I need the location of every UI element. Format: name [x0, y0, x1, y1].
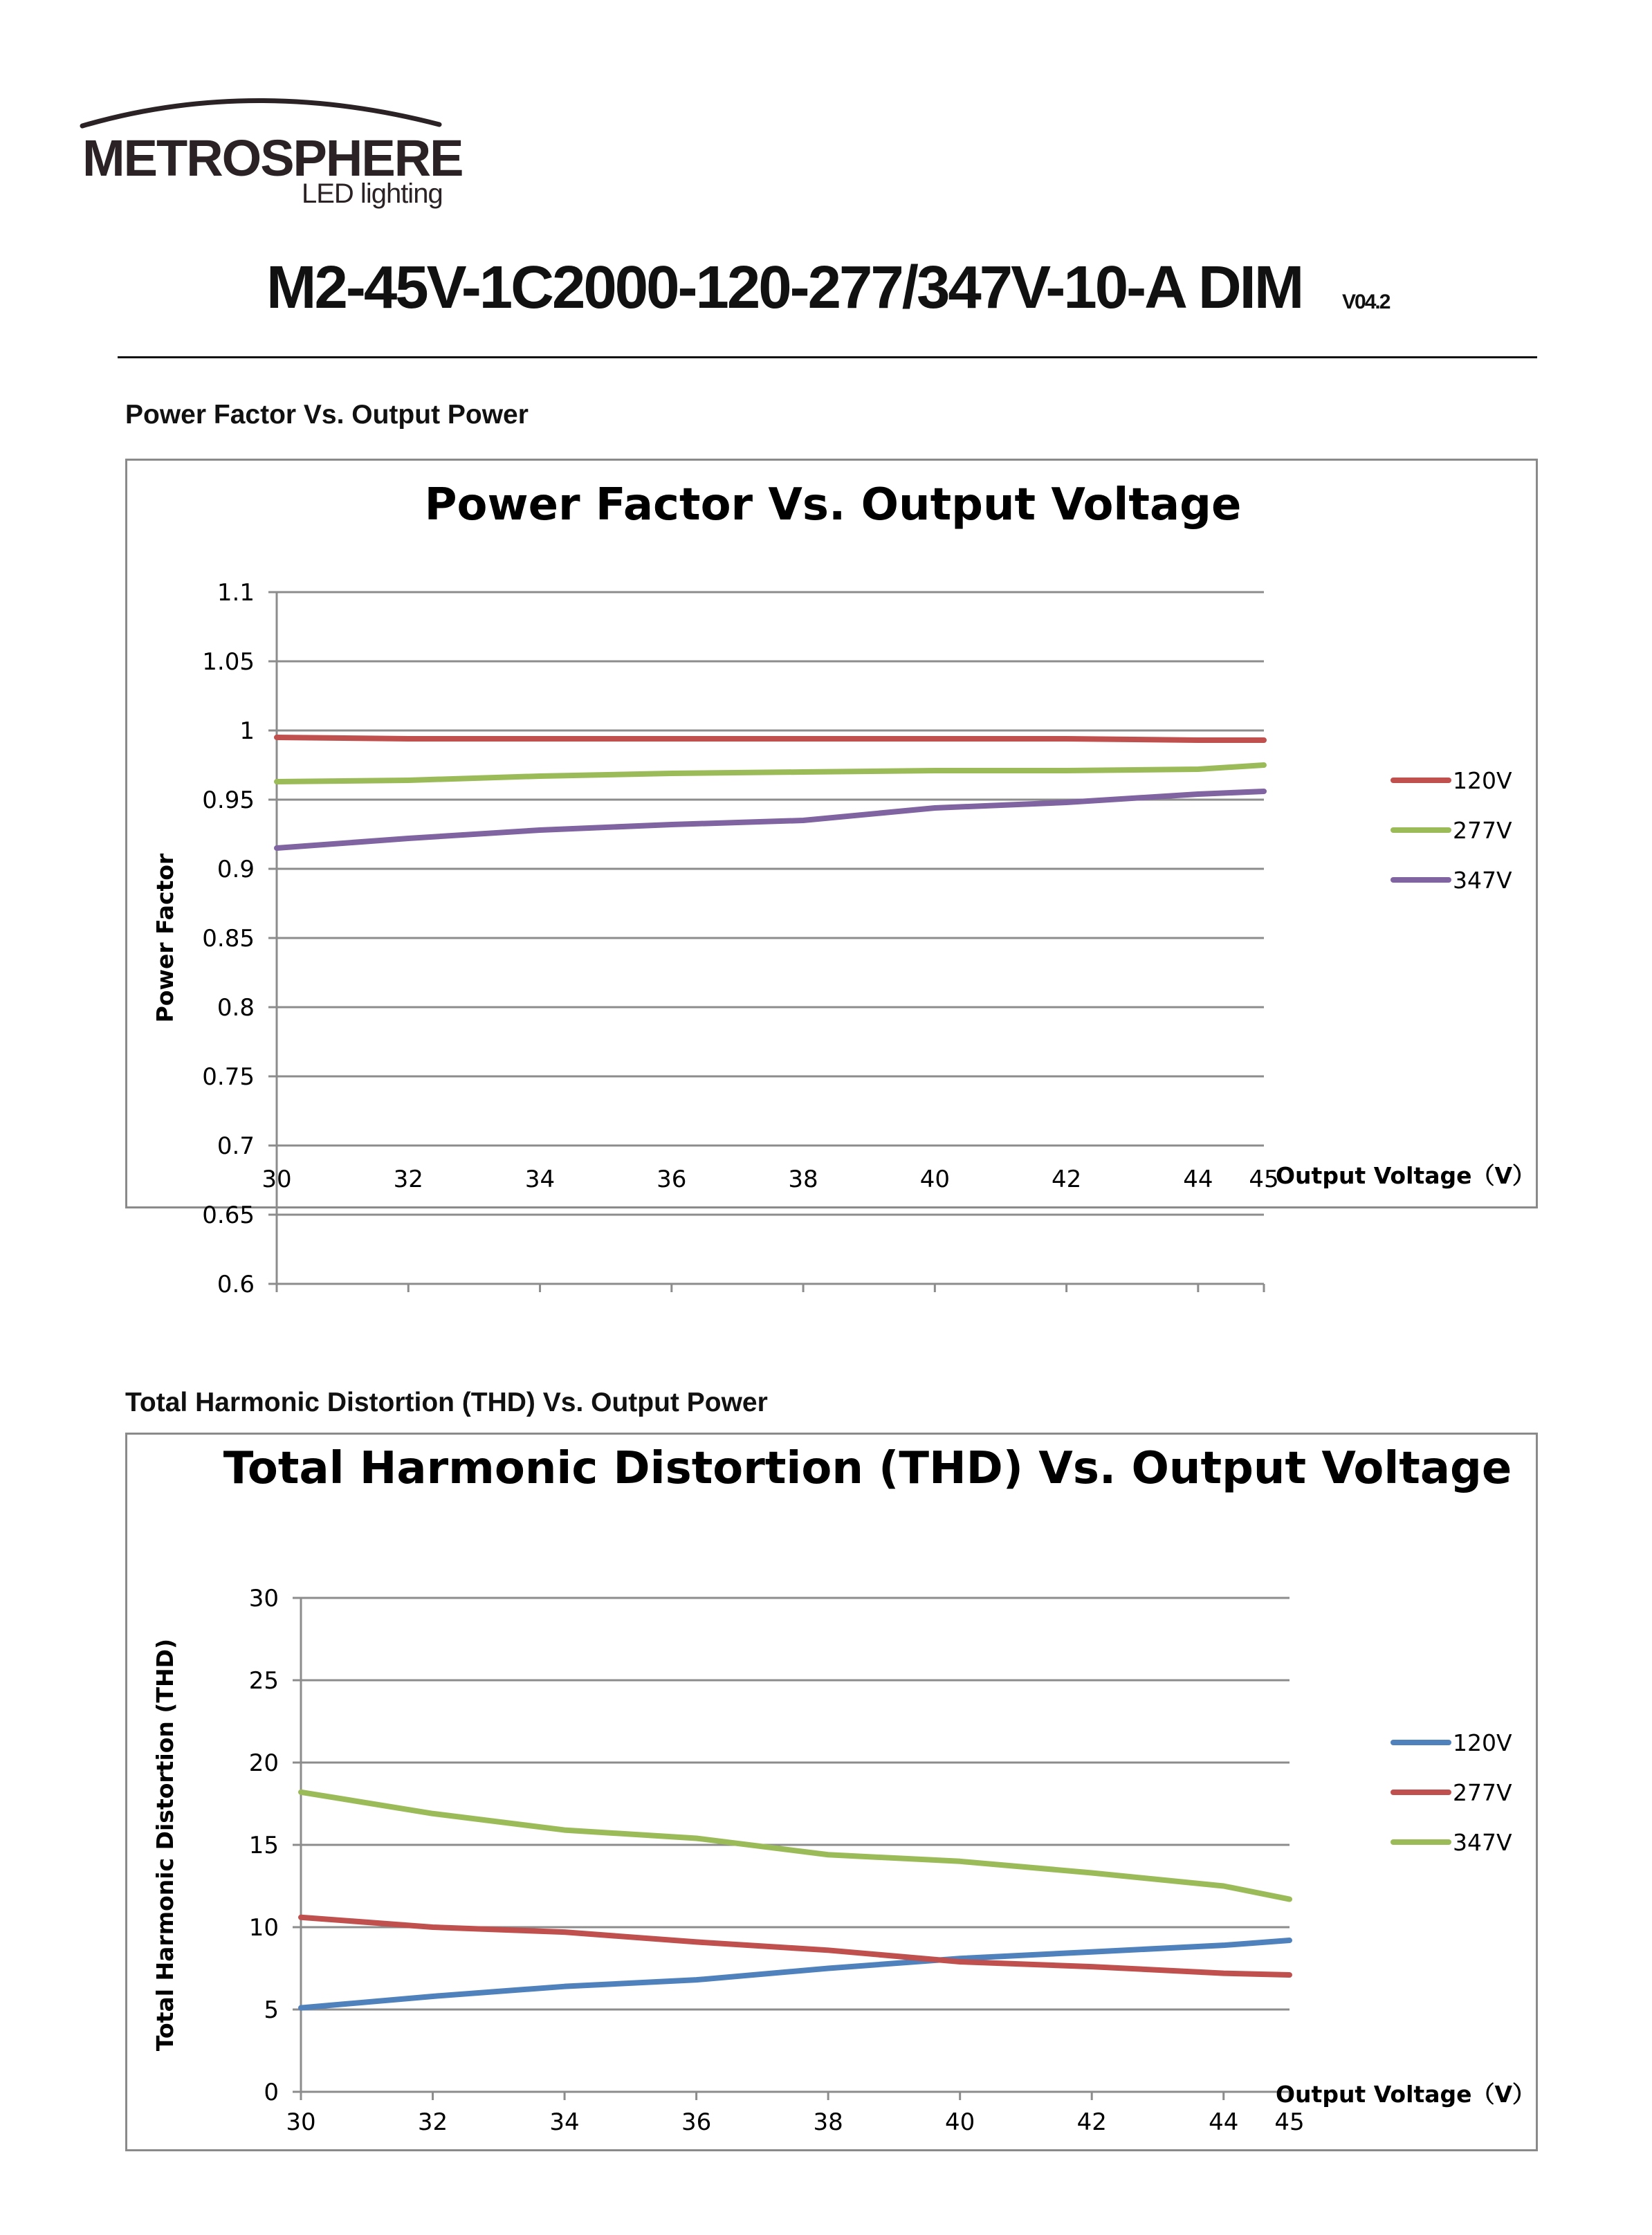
x-tick-label: 36: [681, 2108, 712, 2136]
y-tick-label: 0.9: [217, 856, 255, 883]
x-tick-label: 32: [393, 1166, 423, 1193]
data-point-277V: [1197, 769, 1198, 770]
thd-chart: [127, 1435, 1536, 2149]
x-tick-label: 34: [549, 2108, 580, 2136]
logo-tagline: LED lighting: [302, 178, 443, 209]
y-tick-label: 0.8: [217, 994, 255, 1022]
y-tick-label: 1.05: [202, 648, 255, 676]
data-point-120V: [1197, 740, 1198, 741]
x-axis-label: Output Voltage（V）: [1276, 2081, 1536, 2108]
y-axis-label: Total Harmonic Distortion (THD): [152, 1638, 178, 2052]
x-tick-label: 38: [813, 2108, 843, 2136]
x-axis-label: Output Voltage（V）: [1276, 1162, 1536, 1189]
legend-label-120V: 120V: [1453, 1729, 1512, 1756]
data-point-120V: [1264, 740, 1265, 741]
power-factor-chart: [127, 461, 1536, 1298]
data-point-347V: [696, 1838, 697, 1839]
y-tick-label: 0: [264, 2079, 279, 2106]
legend-label-347V: 347V: [1453, 1829, 1512, 1856]
data-point-347V: [1066, 802, 1067, 803]
company-logo: [80, 83, 467, 221]
chart-panel-thd: [125, 1433, 1538, 2151]
y-tick-label: 15: [248, 1832, 279, 1859]
x-tick-label: 34: [524, 1166, 556, 1193]
data-point-347V: [408, 838, 409, 839]
data-point-277V: [1223, 1973, 1224, 1974]
x-tick-label: 40: [919, 1166, 950, 1193]
x-tick-label: 36: [657, 1166, 687, 1193]
data-point-277V: [432, 1927, 433, 1928]
x-tick-label: 38: [788, 1166, 818, 1193]
series-line-120V: [277, 737, 1264, 740]
y-tick-label: 25: [248, 1667, 279, 1695]
x-tick-label: 32: [417, 2108, 448, 2136]
y-tick-label: 0.95: [202, 787, 255, 814]
x-tick-label: 45: [1249, 1166, 1279, 1193]
section-title-power-factor: Power Factor Vs. Output Power: [125, 400, 529, 430]
data-point-120V: [1223, 1945, 1224, 1946]
y-axis-label: Power Factor: [152, 853, 178, 1023]
section-title-thd: Total Harmonic Distortion (THD) Vs. Output Power: [125, 1388, 768, 1417]
header-divider: [118, 356, 1537, 358]
x-tick-label: 42: [1076, 2108, 1107, 2136]
x-tick-label: 30: [286, 2108, 316, 2136]
data-point-347V: [432, 1813, 433, 1814]
data-point-120V: [828, 1968, 829, 1969]
version-label: V04.2: [1342, 291, 1390, 313]
y-tick-label: 10: [248, 1914, 279, 1942]
chart-title: Total Harmonic Distortion (THD) Vs. Output Voltage: [223, 1443, 1512, 1494]
y-tick-label: 1.1: [217, 579, 255, 607]
data-point-347V: [803, 820, 804, 821]
x-tick-label: 42: [1051, 1166, 1082, 1193]
legend-label-277V: 277V: [1453, 1779, 1512, 1806]
data-point-277V: [828, 1950, 829, 1951]
y-tick-label: 0.6: [217, 1271, 255, 1298]
y-tick-label: 0.85: [202, 925, 255, 953]
y-tick-label: 20: [248, 1749, 279, 1777]
data-point-347V: [1197, 794, 1198, 795]
x-tick-label: 45: [1274, 2108, 1305, 2136]
x-tick-label: 30: [261, 1166, 292, 1193]
series-line-277V: [277, 765, 1264, 782]
data-point-347V: [1264, 791, 1265, 792]
y-tick-label: 5: [264, 1996, 279, 2024]
y-tick-label: 0.65: [202, 1202, 255, 1229]
data-point-277V: [408, 780, 409, 781]
x-tick-label: 44: [1183, 1166, 1213, 1193]
x-tick-label: 40: [945, 2108, 975, 2136]
legend-label-277V: 277V: [1453, 817, 1512, 844]
data-point-277V: [1264, 765, 1265, 766]
data-point-277V: [671, 773, 672, 774]
chart-panel-power-factor: [125, 459, 1538, 1298]
logo-wordmark: METROSPHERE: [82, 129, 463, 187]
x-tick-label: 44: [1209, 2108, 1239, 2136]
y-tick-label: 30: [248, 1585, 279, 1612]
legend-label-120V: 120V: [1453, 767, 1512, 794]
y-tick-label: 0.75: [202, 1063, 255, 1091]
series-line-277V: [301, 1917, 1290, 1975]
chart-title: Power Factor Vs. Output Voltage: [424, 479, 1242, 531]
y-tick-label: 1: [239, 717, 255, 745]
y-tick-label: 0.7: [217, 1132, 255, 1160]
document-title: M2-45V-1C2000-120-277/347V-10-A DIM: [266, 254, 1303, 321]
data-point-120V: [301, 2007, 302, 2008]
legend-label-347V: 347V: [1453, 867, 1512, 894]
data-point-277V: [803, 772, 804, 773]
